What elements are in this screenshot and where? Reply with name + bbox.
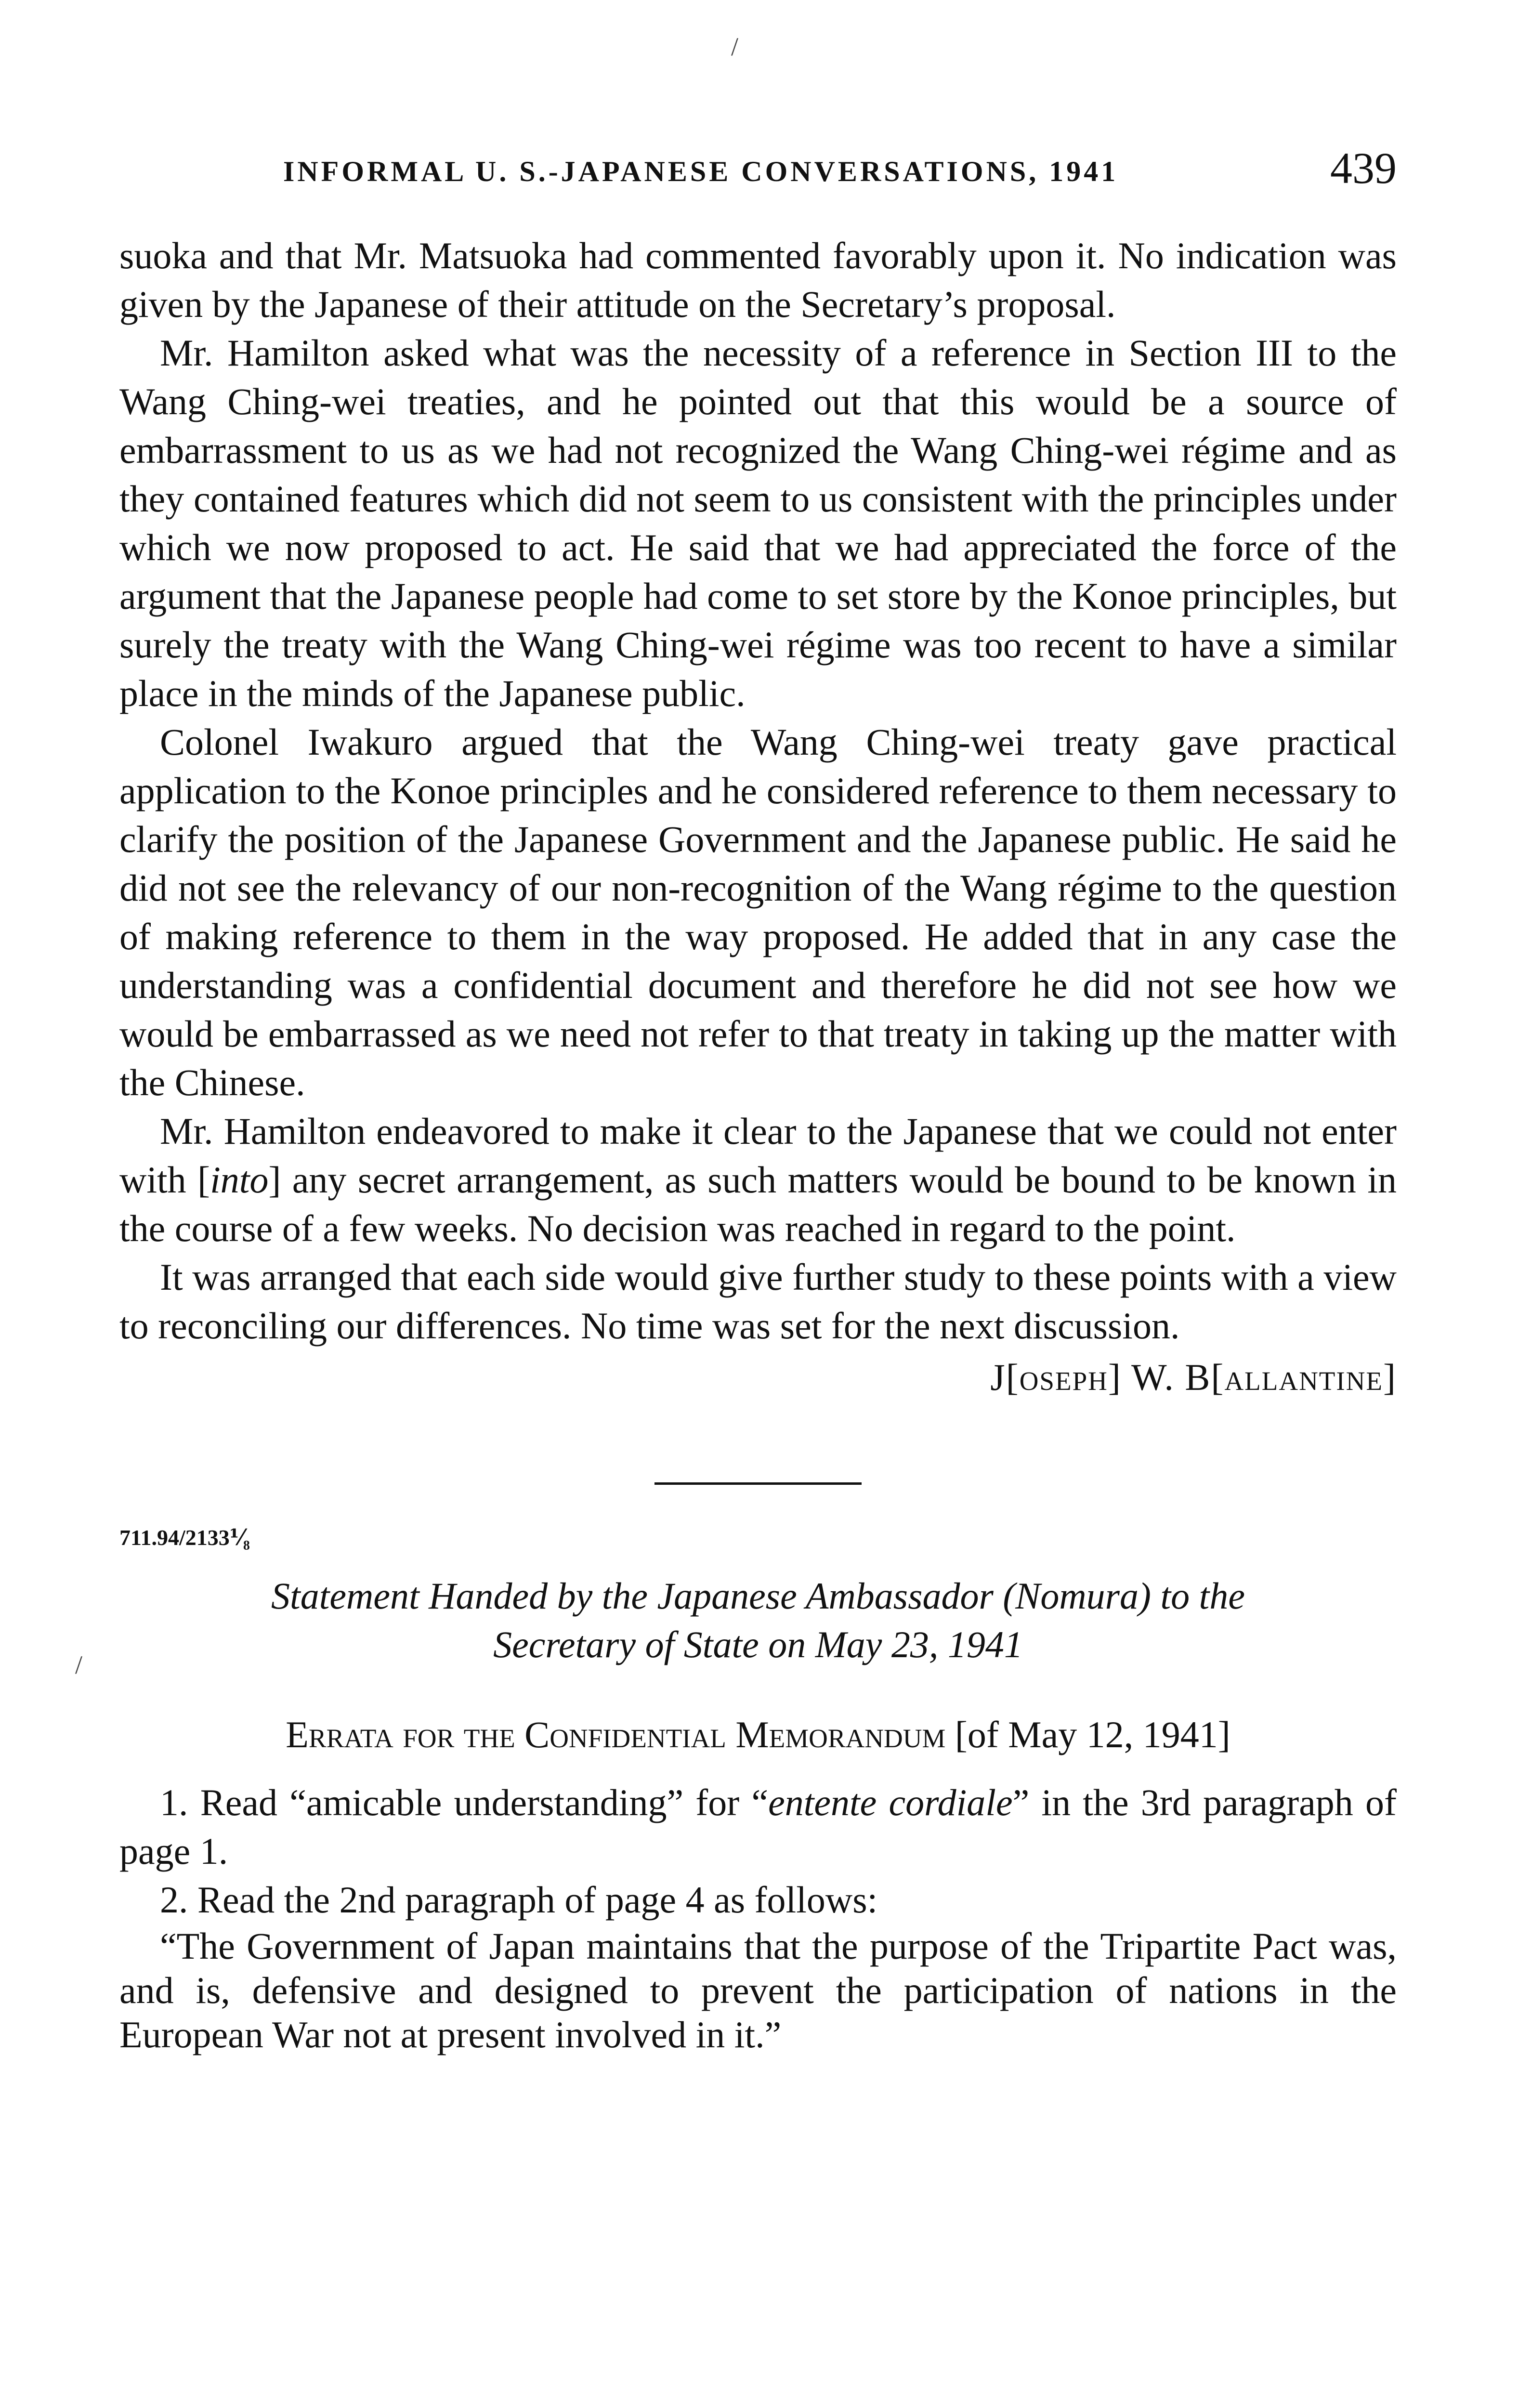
paragraph-arrangement: It was arranged that each side would give further study to these points with a view to reconciling our differences. No time was set for the next discussion. xyxy=(119,1256,1397,1347)
errata-quote: “The Government of Japan maintains that the purpose of the Tripartite Pact was, and is, defensive and designed to prevent the participation of nations in the European War not at present involved in it.” xyxy=(119,1925,1397,2055)
errata-heading-title: Errata for the Confidential Memorandum xyxy=(286,1714,946,1755)
signature-initial-j: J[ xyxy=(990,1356,1020,1398)
errata-heading xyxy=(119,1710,1397,1759)
section-divider xyxy=(654,1482,862,1485)
running-title: INFORMAL U. S.-JAPANESE CONVERSATIONS, 1941 xyxy=(283,156,1119,187)
document-title-line-2: Secretary of State on May 23, 1941 xyxy=(493,1623,1023,1665)
margin-pencil-mark: / xyxy=(75,1650,83,1679)
paragraph-text-before: Mr. Hamilton endeavored to make it clear to the Japanese that we could not enter with [ xyxy=(119,1110,1397,1201)
file-number: 711.94/2133⅟₈ xyxy=(119,1525,250,1550)
document-title xyxy=(119,1571,1397,1669)
errata-item-1-before: 1. Read “amicable understanding” for “ xyxy=(160,1781,769,1823)
errata-item-1-after: ” in the 3rd paragraph of page 1. xyxy=(119,1781,1397,1872)
signature-close-bracket: ] xyxy=(1383,1356,1397,1398)
errata-item-1-italic: entente cordiale xyxy=(768,1781,1013,1823)
signature-first-name: oseph xyxy=(1019,1356,1108,1398)
paragraph-secret-arrangement xyxy=(119,1107,1397,1253)
top-pencil-mark: / xyxy=(731,32,739,61)
errata-heading-date: [of May 12, 1941] xyxy=(955,1714,1230,1755)
document-title-line-1: Statement Handed by the Japanese Ambassador (Nomura) to the xyxy=(271,1575,1245,1617)
paragraph-hamilton: Mr. Hamilton asked what was the necessity of a reference in Section III to the Wang Ching-wei treaties, and he pointed out that this would be a source of embarrassment to us as we had not recognized the Wang Ching-wei régime and as they contained features which did not seem to us consistent with the principles under which we now proposed to act. He said that we had appreciated the force of the argument that the Japanese people had come to set store by the Konoe principles, but surely the treaty with the Wang Ching-wei régime was too recent to have a similar place in the minds of the Japanese public. xyxy=(119,332,1397,714)
errata-item-1 xyxy=(119,1778,1397,1875)
errata-item-2: 2. Read the 2nd paragraph of page 4 as follows: xyxy=(160,1879,878,1921)
paragraph-iwakuro: Colonel Iwakuro argued that the Wang Ching-wei treaty gave practical application to the Konoe principles and he considered reference to them necessary to clarify the position of the Japanese Government and the Japanese public. He said he did not see the relevancy of our non-recognition of the Wang régime to the question of making reference to them in the way proposed. He added that in any case the understanding was a confidential document and therefore he did not see how we would be embarrassed as we need not refer to that treaty in taking up the matter with the Chinese. xyxy=(119,721,1397,1103)
page-header xyxy=(119,143,1397,196)
page-number: 439 xyxy=(1330,144,1397,193)
body-text xyxy=(119,231,1397,2057)
spacer xyxy=(119,1759,1397,1778)
paragraph-continued: suoka and that Mr. Matsuoka had commented favorably upon it. No indication was given by the Japanese of their attitude on the Secretary’s proposal. xyxy=(119,235,1397,325)
signature-last-name: allantine xyxy=(1224,1356,1384,1398)
signature xyxy=(119,1353,1397,1401)
paragraph-text-after: ] any secret arrangement, as such matters would be bound to be known in the course of a few weeks. No decision was reached in regard to the point. xyxy=(119,1159,1397,1249)
signature-initial-b: ] W. B[ xyxy=(1108,1356,1225,1398)
editorial-insertion: into xyxy=(210,1159,269,1201)
